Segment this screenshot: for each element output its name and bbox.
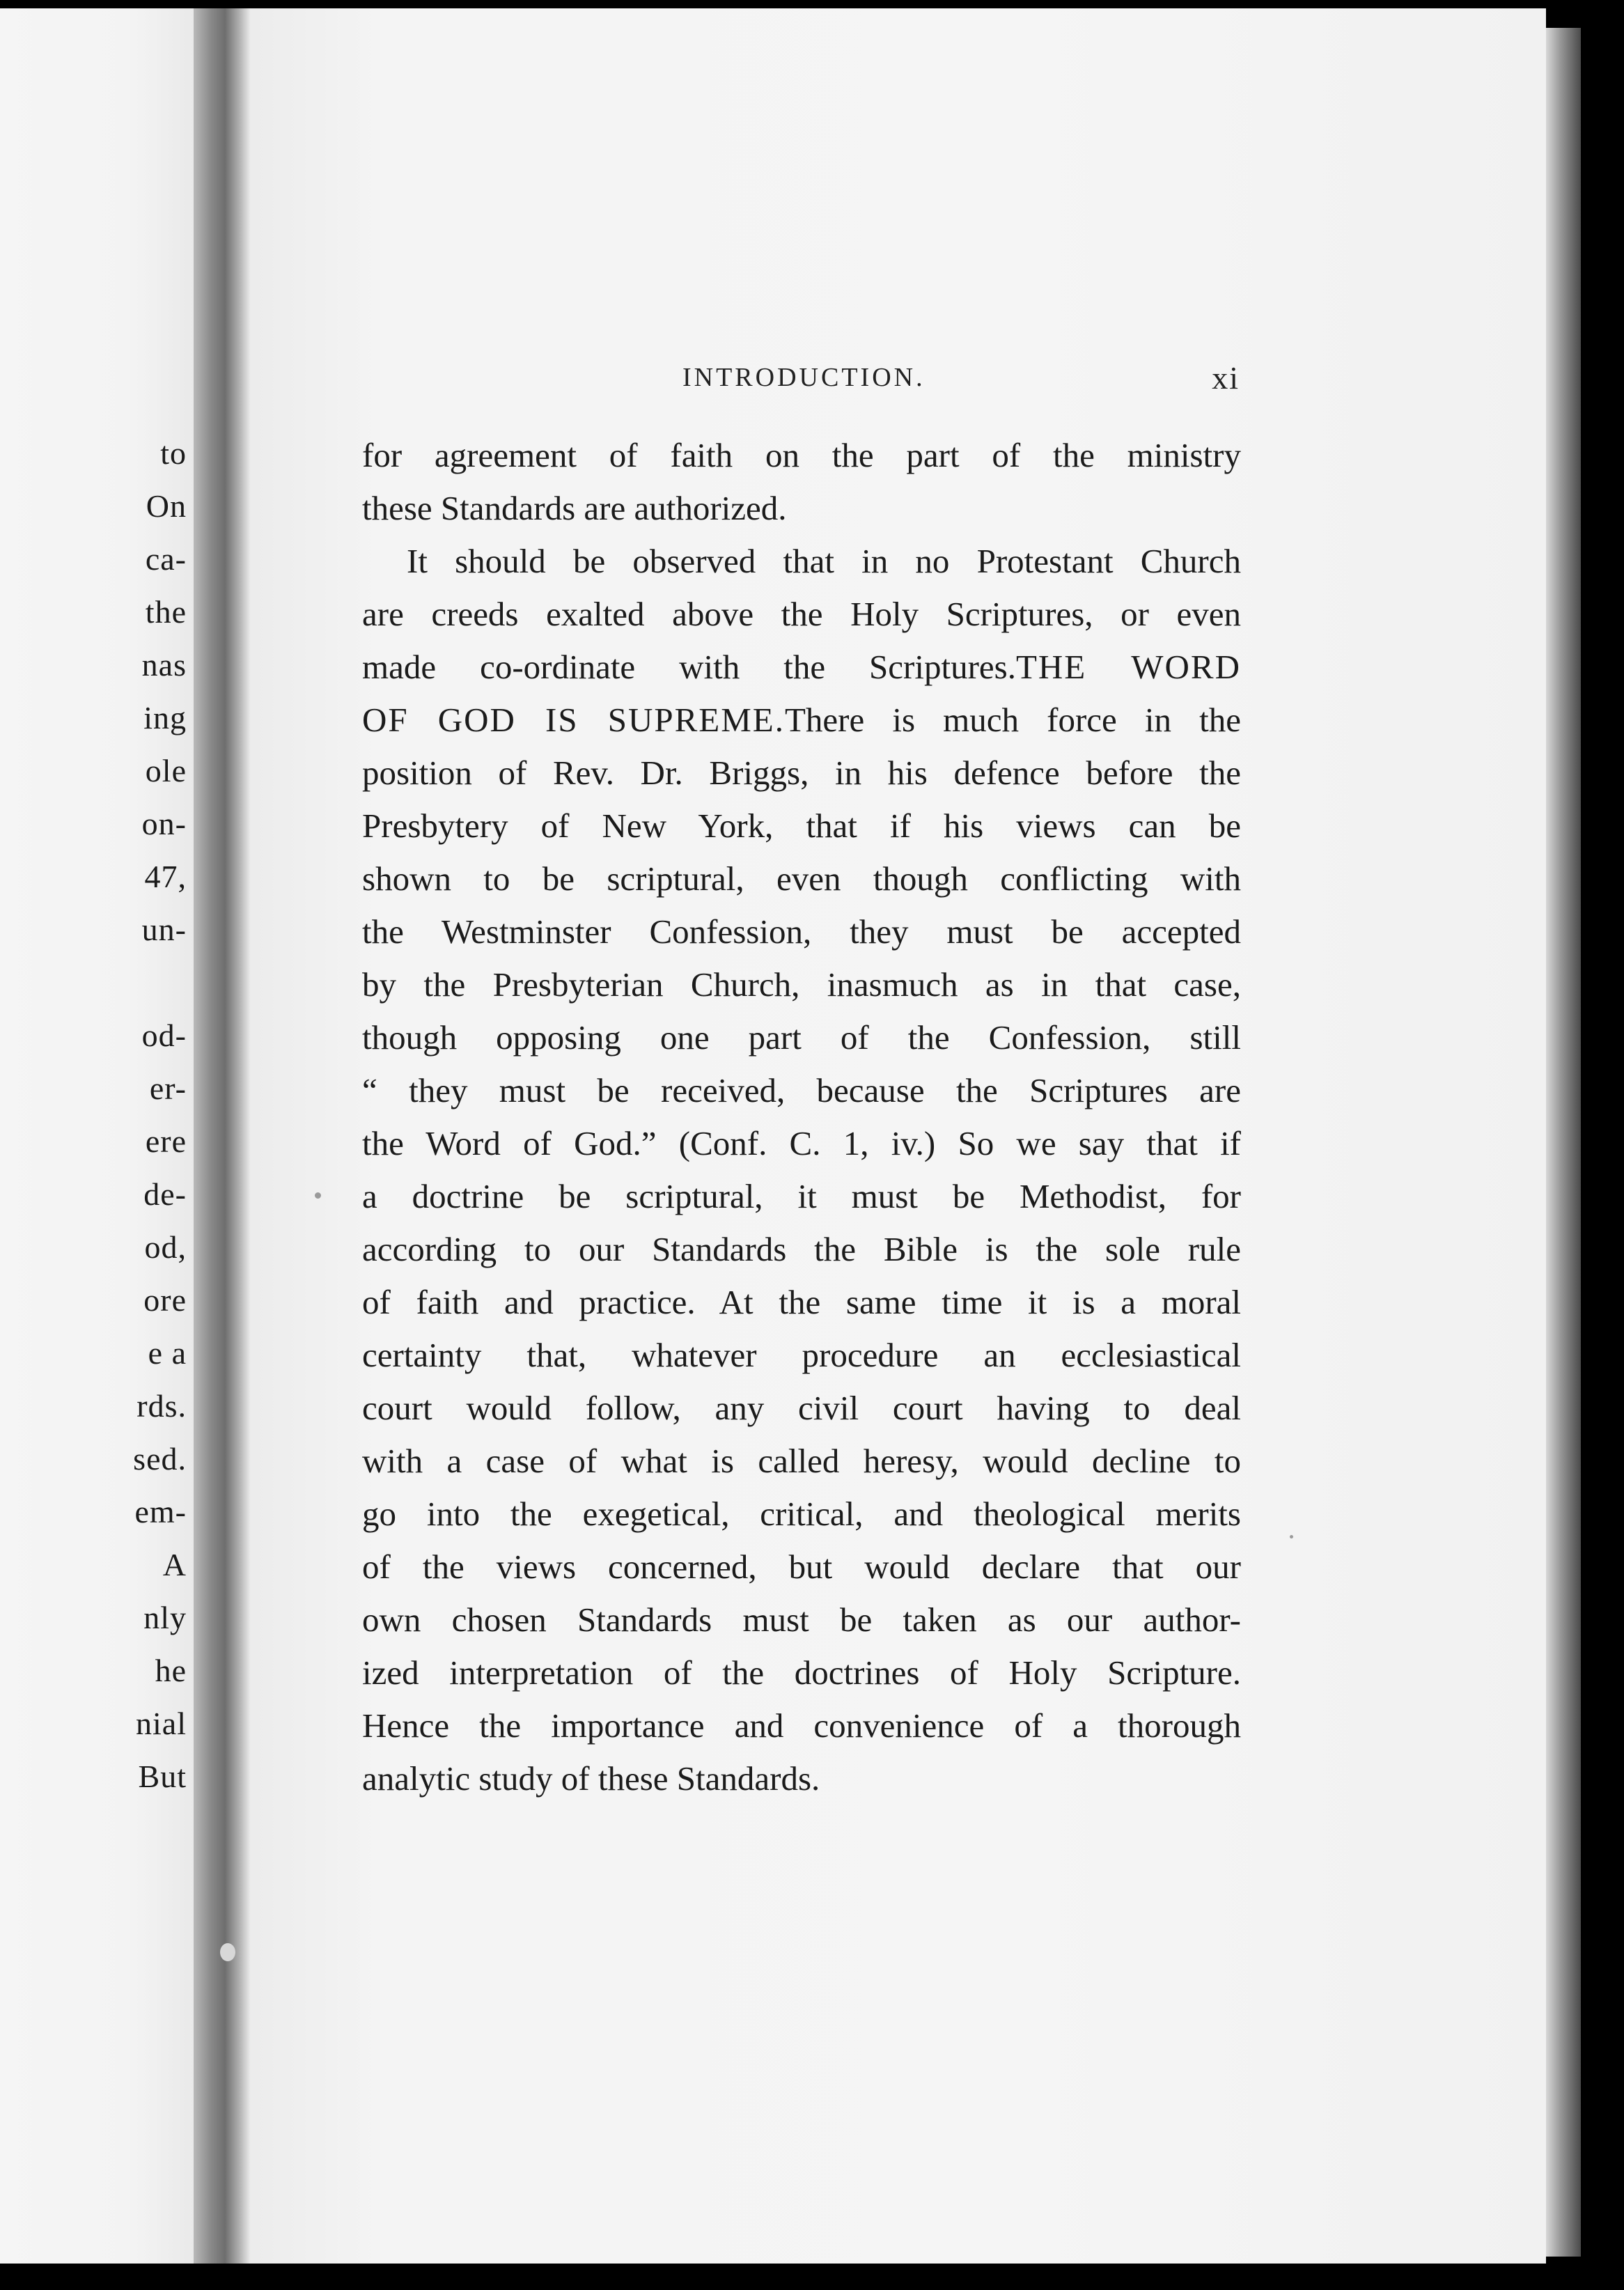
ink-speck	[1290, 1535, 1293, 1539]
text-line: a doctrine be scriptural, it must be Methodist, for	[362, 1177, 1241, 1215]
facing-page-fragment: ca-	[145, 541, 187, 577]
facing-page-fragment: on-	[141, 806, 187, 841]
facing-page-fragment: But	[138, 1759, 187, 1794]
facing-page-fragment: sed.	[133, 1441, 187, 1477]
text-line: own chosen Standards must be taken as our author-	[362, 1600, 1241, 1639]
running-head	[682, 362, 1240, 404]
book-gutter	[194, 8, 251, 2264]
text-line: certainty that, whatever procedure an ecclesiastical	[362, 1336, 1241, 1374]
facing-page-fragment: de-	[143, 1176, 187, 1212]
facing-page-fragment: nas	[141, 647, 187, 683]
text-line: with a case of what is called heresy, would decline to	[362, 1442, 1241, 1480]
text-line: by the Presbyterian Church, inasmuch as in that case,	[362, 965, 1241, 1004]
facing-page-fragment: ere	[145, 1123, 187, 1159]
small-caps-emphasis: OF GOD IS SUPREME.	[362, 701, 785, 739]
running-head-title: INTRODUCTION.	[682, 363, 926, 392]
text-line: Hence the importance and convenience of a thorough	[362, 1706, 1241, 1745]
facing-page-fragment: em-	[134, 1494, 187, 1529]
small-caps-emphasis: THE WORD	[1015, 648, 1241, 686]
text-line-with-small-caps	[362, 694, 1241, 747]
text-line: go into the exegetical, critical, and theological merits	[362, 1495, 1241, 1533]
facing-page-fragment: od,	[144, 1229, 187, 1265]
text-segment: There is much force in the	[784, 701, 1241, 739]
facing-page-fragment: nly	[143, 1600, 187, 1635]
page-number: xi	[1212, 360, 1240, 396]
facing-page-fragment: nial	[136, 1706, 187, 1741]
text-segment: made co-ordinate with the Scriptures.	[362, 648, 1016, 686]
facing-page-fragment: er-	[149, 1070, 187, 1106]
facing-page-fragment: od-	[141, 1018, 187, 1053]
text-line: though opposing one part of the Confession, still	[362, 1018, 1241, 1057]
facing-page-fragment: ore	[143, 1282, 187, 1318]
text-line: position of Rev. Dr. Briggs, in his defence before the	[362, 754, 1241, 792]
text-line: for agreement of faith on the part of the ministry	[362, 436, 1241, 474]
text-line: of faith and practice. At the same time it is a moral	[362, 1283, 1241, 1321]
text-line-with-small-caps	[362, 641, 1241, 694]
text-line: court would follow, any civil court having to deal	[362, 1389, 1241, 1427]
facing-page-fragment: 47,	[144, 859, 187, 894]
text-line: Presbytery of New York, that if his views can be	[362, 807, 1241, 845]
facing-page-fragment: to	[160, 435, 187, 471]
text-line: the Westminster Confession, they must be accepted	[362, 912, 1241, 951]
text-line: It should be observed that in no Protestant Church	[407, 542, 1241, 580]
facing-page-fragment: e a	[148, 1335, 187, 1371]
text-line: of the views concerned, but would declare that our	[362, 1548, 1241, 1586]
text-line: are creeds exalted above the Holy Scriptures, or even	[362, 595, 1241, 633]
body-text	[362, 429, 1241, 1805]
facing-page-edge	[0, 8, 194, 2264]
text-line: the Word of God.” (Conf. C. 1, iv.) So we say that if	[362, 1124, 1241, 1162]
text-line: analytic study of these Standards.	[362, 1759, 820, 1798]
facing-page-fragment: rds.	[136, 1388, 187, 1424]
text-line: according to our Standards the Bible is the sole rule	[362, 1230, 1241, 1268]
page-edge-shadow	[1546, 28, 1581, 2257]
text-line: “ they must be received, because the Scriptures are	[362, 1071, 1241, 1109]
page-blemish	[220, 1943, 235, 1961]
ink-speck	[315, 1192, 321, 1199]
text-line: these Standards are authorized.	[362, 489, 787, 527]
text-line: ized interpretation of the doctrines of Holy Scripture.	[362, 1653, 1241, 1692]
facing-page-fragment: ing	[143, 700, 187, 735]
text-line: shown to be scriptural, even though conflicting with	[362, 859, 1241, 898]
facing-page-fragment: A	[162, 1547, 187, 1582]
facing-page-fragment: ole	[145, 753, 187, 788]
facing-page-fragment: he	[155, 1653, 187, 1688]
facing-page-fragment: un-	[141, 912, 187, 947]
facing-page-fragment: On	[146, 488, 187, 524]
facing-page-fragment: the	[145, 594, 187, 630]
